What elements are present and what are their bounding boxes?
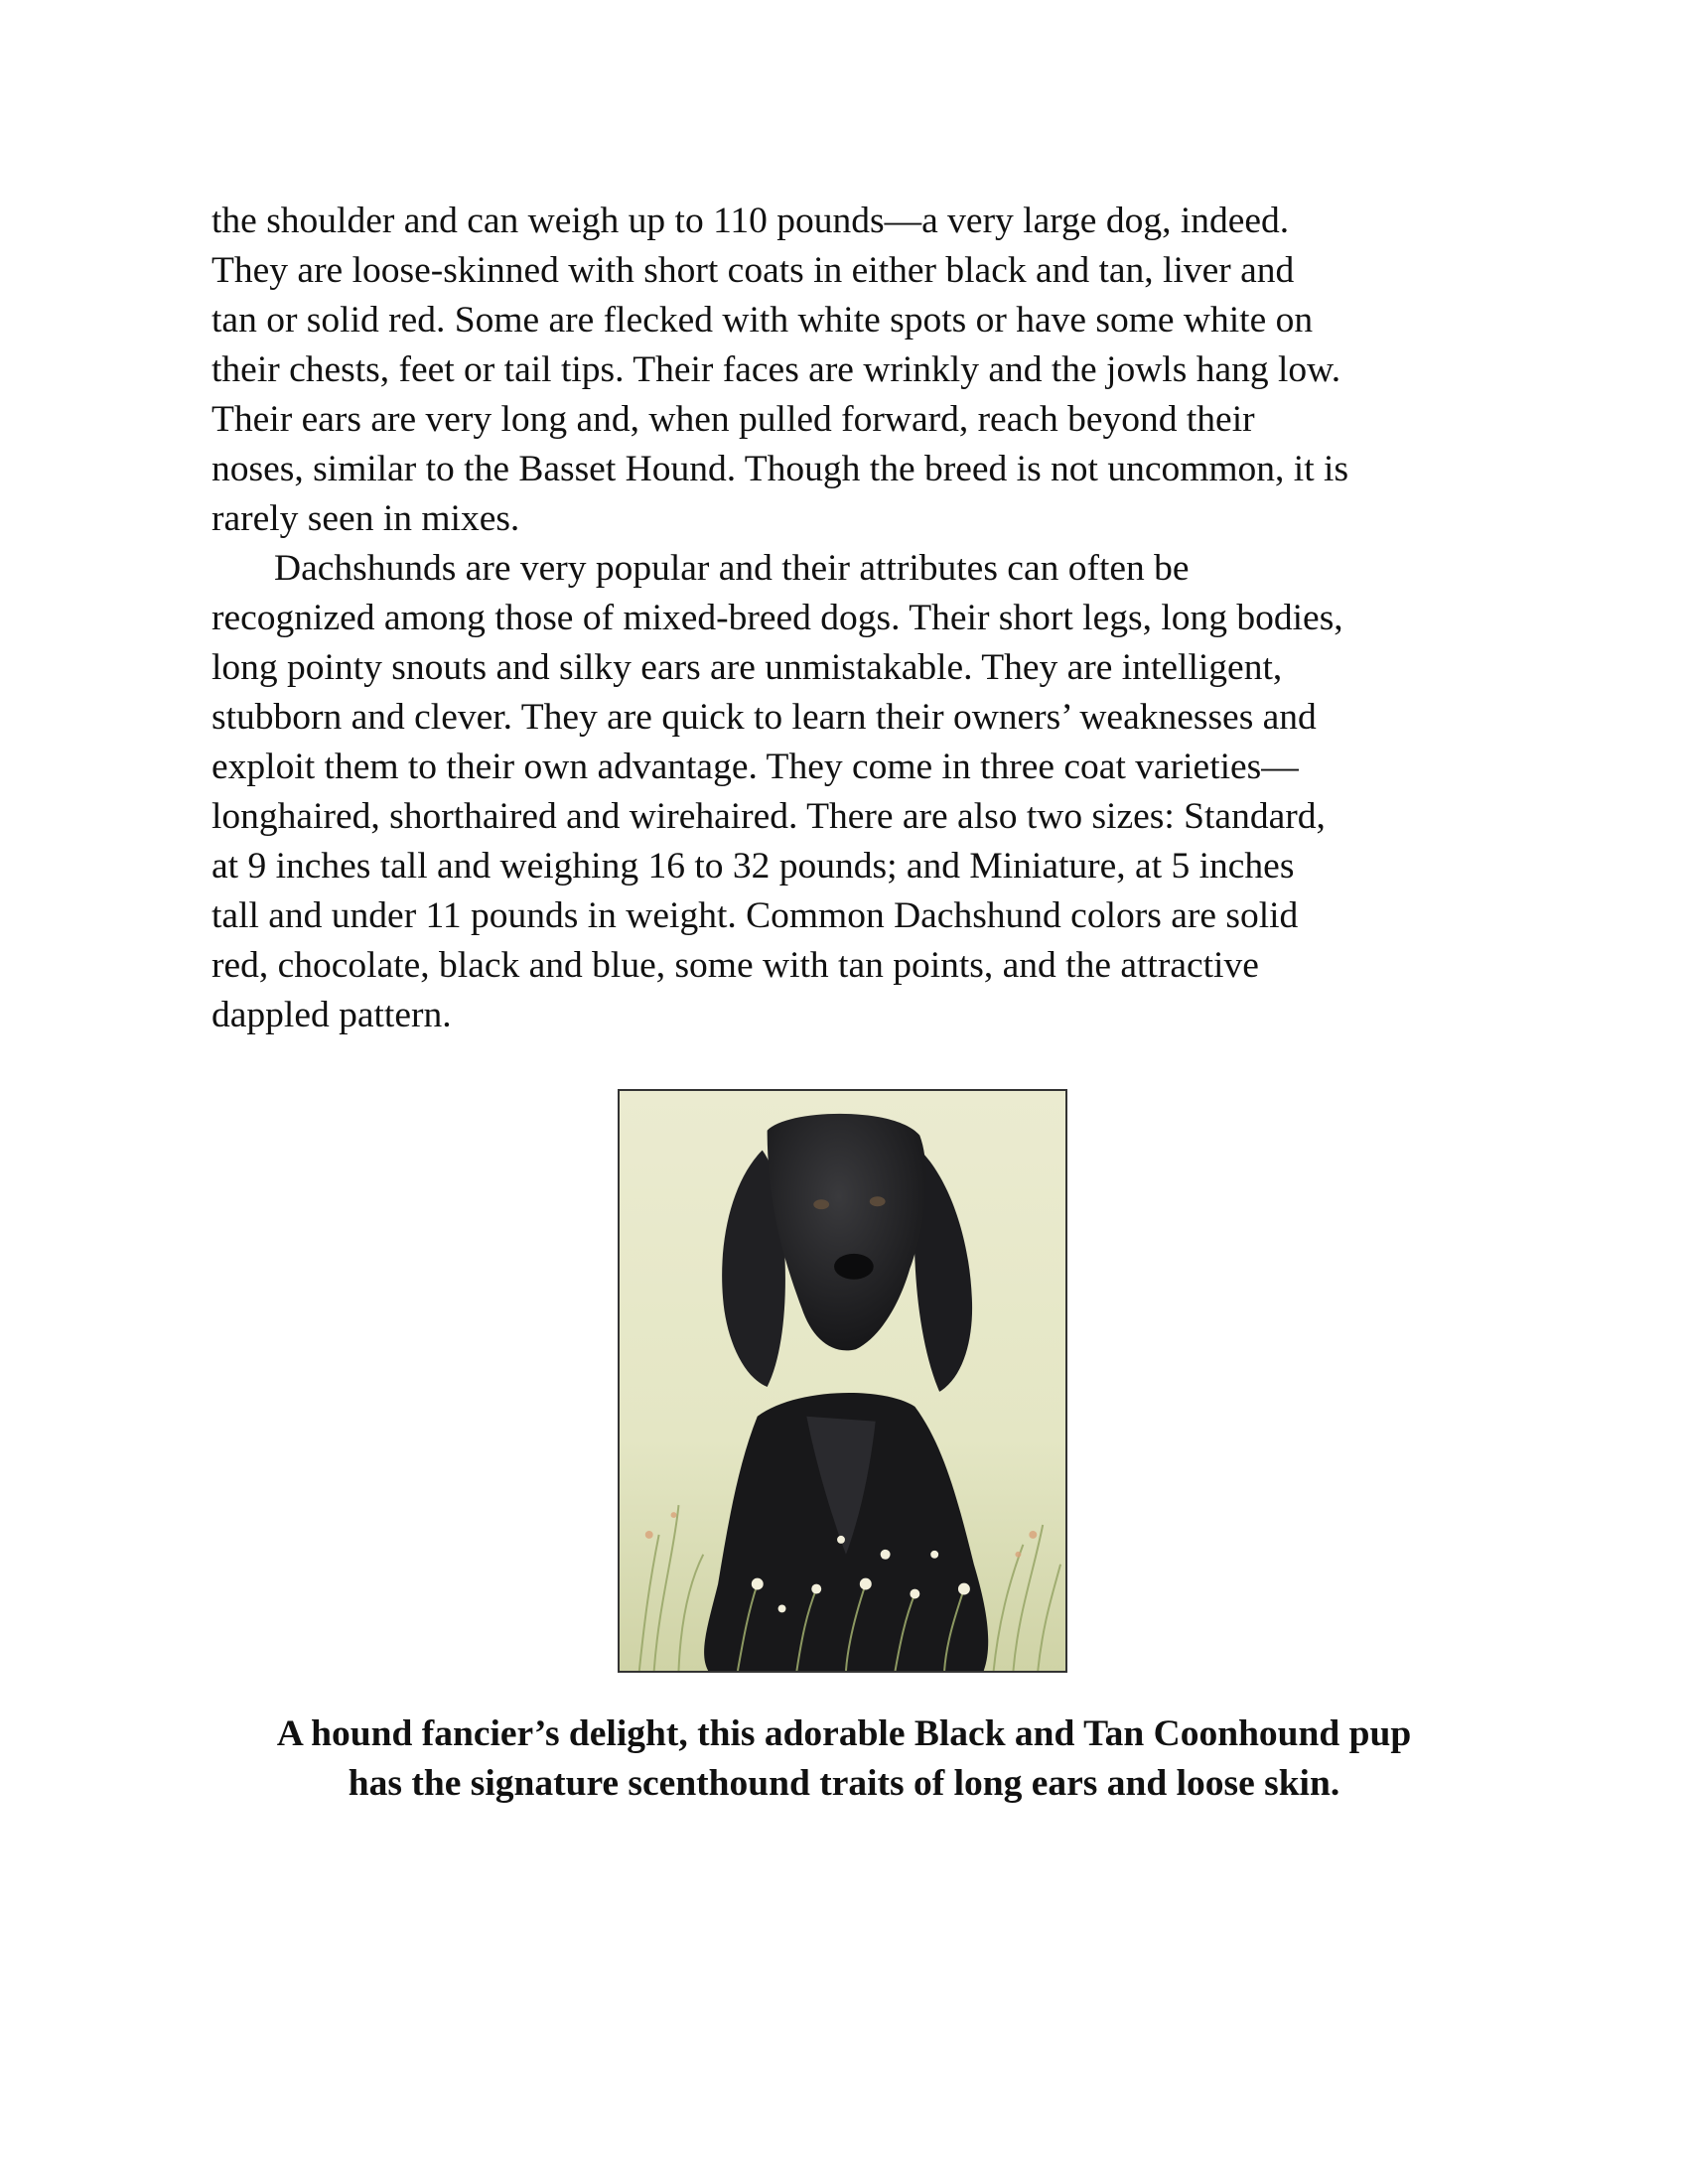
text-line: Their ears are very long and, when pulled forward, reach beyond their xyxy=(211,399,1255,440)
text-line: noses, similar to the Basset Hound. Though the breed is not uncommon, it is xyxy=(211,449,1349,489)
caption-line: has the signature scenthound traits of long ears and loose skin. xyxy=(348,1763,1340,1804)
body-text xyxy=(211,197,1502,1040)
text-line: tan or solid red. Some are flecked with white spots or have some white on xyxy=(211,300,1314,341)
text-line: recognized among those of mixed-breed dogs. Their short legs, long bodies, xyxy=(211,598,1343,638)
text-line: long pointy snouts and silky ears are unmistakable. They are intelligent, xyxy=(211,647,1283,688)
text-line: tall and under 11 pounds in weight. Common Dachshund colors are solid xyxy=(211,895,1299,936)
text-line: longhaired, shorthaired and wirehaired. There are also two sizes: Standard, xyxy=(211,796,1326,837)
text-line: the shoulder and can weigh up to 110 pounds—a very large dog, indeed. xyxy=(211,201,1290,241)
text-line: exploit them to their own advantage. They come in three coat varieties— xyxy=(211,747,1299,787)
dog-photo-illustration xyxy=(620,1091,1065,1671)
caption-line: A hound fancier’s delight, this adorable Black and Tan Coonhound pup xyxy=(276,1713,1412,1754)
text-line: at 9 inches tall and weighing 16 to 32 pounds; and Miniature, at 5 inches xyxy=(211,846,1295,887)
paragraph-dachshunds xyxy=(211,544,1502,1040)
coonhound-pup-photo xyxy=(618,1089,1067,1673)
text-line: their chests, feet or tail tips. Their faces are wrinkly and the jowls hang low. xyxy=(211,349,1341,390)
text-line: rarely seen in mixes. xyxy=(211,498,520,539)
dog-nose xyxy=(834,1254,874,1280)
text-line: They are loose-skinned with short coats in either black and tan, liver and xyxy=(211,250,1295,291)
photo-caption xyxy=(149,1709,1539,1809)
text-line: red, chocolate, black and blue, some with tan points, and the attractive xyxy=(211,945,1259,986)
dog-left-eye xyxy=(813,1199,829,1209)
paragraph-coonhound xyxy=(211,197,1502,544)
text-line: dappled pattern. xyxy=(211,995,452,1035)
text-line: Dachshunds are very popular and their attributes can often be xyxy=(274,548,1190,589)
text-line: stubborn and clever. They are quick to learn their owners’ weaknesses and xyxy=(211,697,1317,738)
dog-right-eye xyxy=(870,1196,886,1206)
